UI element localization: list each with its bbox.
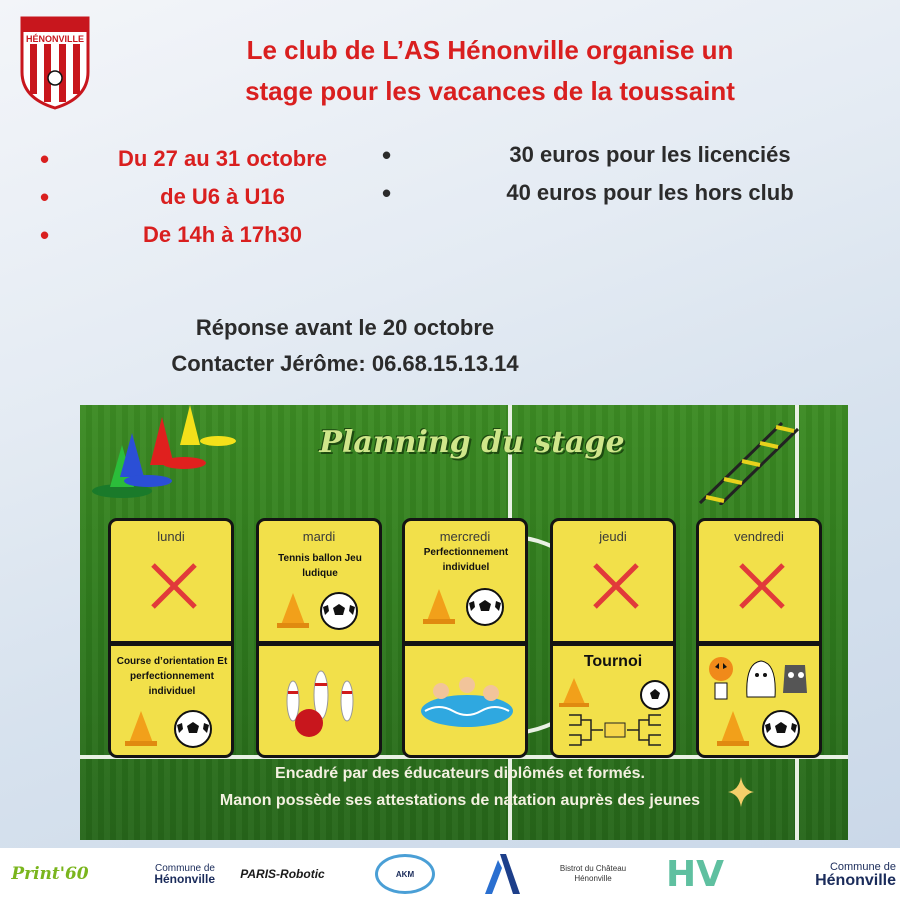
sponsors-bar (0, 848, 900, 900)
response-deadline: Réponse avant le 20 octobre (195, 315, 495, 340)
supervision-note (130, 760, 790, 814)
activity-text: Tennis ballon Jeu ludique (278, 553, 362, 579)
activity-text: Course d’orientation Et perfectionnement individuel (116, 656, 228, 697)
commune-label: Commune de (154, 863, 215, 874)
cone-icon (557, 676, 591, 710)
tournament-label: Tournoi (583, 653, 643, 670)
commune-label: Commune de (829, 861, 896, 873)
planning-board (80, 405, 848, 840)
card-divider (111, 641, 231, 646)
supervision-line-1: Encadré par des éducateurs diplômés et formés. (275, 765, 645, 782)
soccer-ball-icon (173, 709, 213, 749)
soccer-ball-icon (465, 587, 505, 627)
day-card-vendredi (696, 518, 822, 758)
commune-name: Hénonville (154, 872, 215, 886)
logo-text: HÉNONVILLE (25, 34, 85, 44)
card-divider (553, 641, 673, 646)
sponsor-hv-logo: HV (666, 853, 724, 895)
swimming-icon (419, 671, 515, 731)
cancelled-x-icon (737, 561, 787, 611)
akm-ring: AKM (375, 854, 435, 894)
card-divider (699, 641, 819, 646)
cones-illustration (80, 405, 240, 500)
day-card-jeudi (550, 518, 676, 758)
sponsor-bistrot-logo (548, 848, 638, 900)
cone-icon (419, 587, 459, 627)
bistrot-name: Bistrot du Château (559, 864, 627, 873)
title-line-1: Le club de L’AS Hénonville organise un (246, 35, 734, 65)
price-non-member: • 40 euros pour les hors club (380, 174, 880, 212)
halloween-icon (705, 653, 817, 703)
day-card-mercredi (402, 518, 528, 758)
cone-icon (713, 709, 753, 749)
bowling-icon (281, 661, 361, 741)
soccer-ball-icon (761, 709, 801, 749)
sparkle-icon (728, 777, 754, 807)
planning-title: Planning du stage (319, 425, 625, 460)
price-licensed: • 30 euros pour les licenciés (380, 136, 880, 174)
commune-name: Hénonville (815, 872, 896, 889)
agility-ladder-illustration (690, 415, 800, 505)
tournament-bracket-icon (567, 711, 663, 751)
cancelled-x-icon (149, 561, 199, 611)
cancelled-x-icon (591, 561, 641, 611)
bistrot-town: Hénonville (574, 874, 612, 883)
activity-text: Perfectionnement individuel (423, 547, 509, 573)
page-title (120, 30, 860, 112)
detail-dates: • Du 27 au 31 octobre (40, 140, 385, 178)
detail-ages: • de U6 à U16 (40, 178, 385, 216)
title-line-2: stage pour les vacances de la toussaint (245, 76, 735, 106)
sponsor-print60-logo: Print'60 (11, 864, 89, 884)
contact-phone: Contacter Jérôme: 06.68.15.13.14 (171, 351, 519, 376)
card-divider (259, 641, 379, 646)
day-card-mardi (256, 518, 382, 758)
day-label: lundi (157, 529, 185, 544)
soccer-ball-icon (639, 679, 671, 711)
sponsor-akm-logo (370, 848, 440, 900)
soccer-ball-icon (319, 591, 359, 631)
day-label: jeudi (599, 529, 627, 544)
contact-block (90, 310, 600, 382)
sponsor-commune-logo (105, 848, 215, 900)
stage-details-list (40, 140, 385, 254)
club-logo (18, 14, 92, 110)
pricing-list (380, 136, 880, 212)
day-label: mercredi (439, 529, 491, 544)
sponsor-a-logo (475, 848, 525, 900)
supervision-line-2: Manon possède ses attestations de natation auprès des jeunes (219, 792, 701, 809)
sponsor-paris-robotic-logo: PARIS-Robotic (240, 867, 325, 881)
sponsor-commune-logo-large (755, 848, 900, 900)
day-label: mardi (302, 529, 336, 544)
day-label: vendredi (734, 529, 784, 544)
cone-icon (121, 709, 161, 749)
detail-hours: • De 14h à 17h30 (40, 216, 385, 254)
card-divider (405, 641, 525, 646)
a-mark-icon (480, 852, 520, 896)
day-card-lundi (108, 518, 234, 758)
cone-icon (273, 591, 313, 631)
